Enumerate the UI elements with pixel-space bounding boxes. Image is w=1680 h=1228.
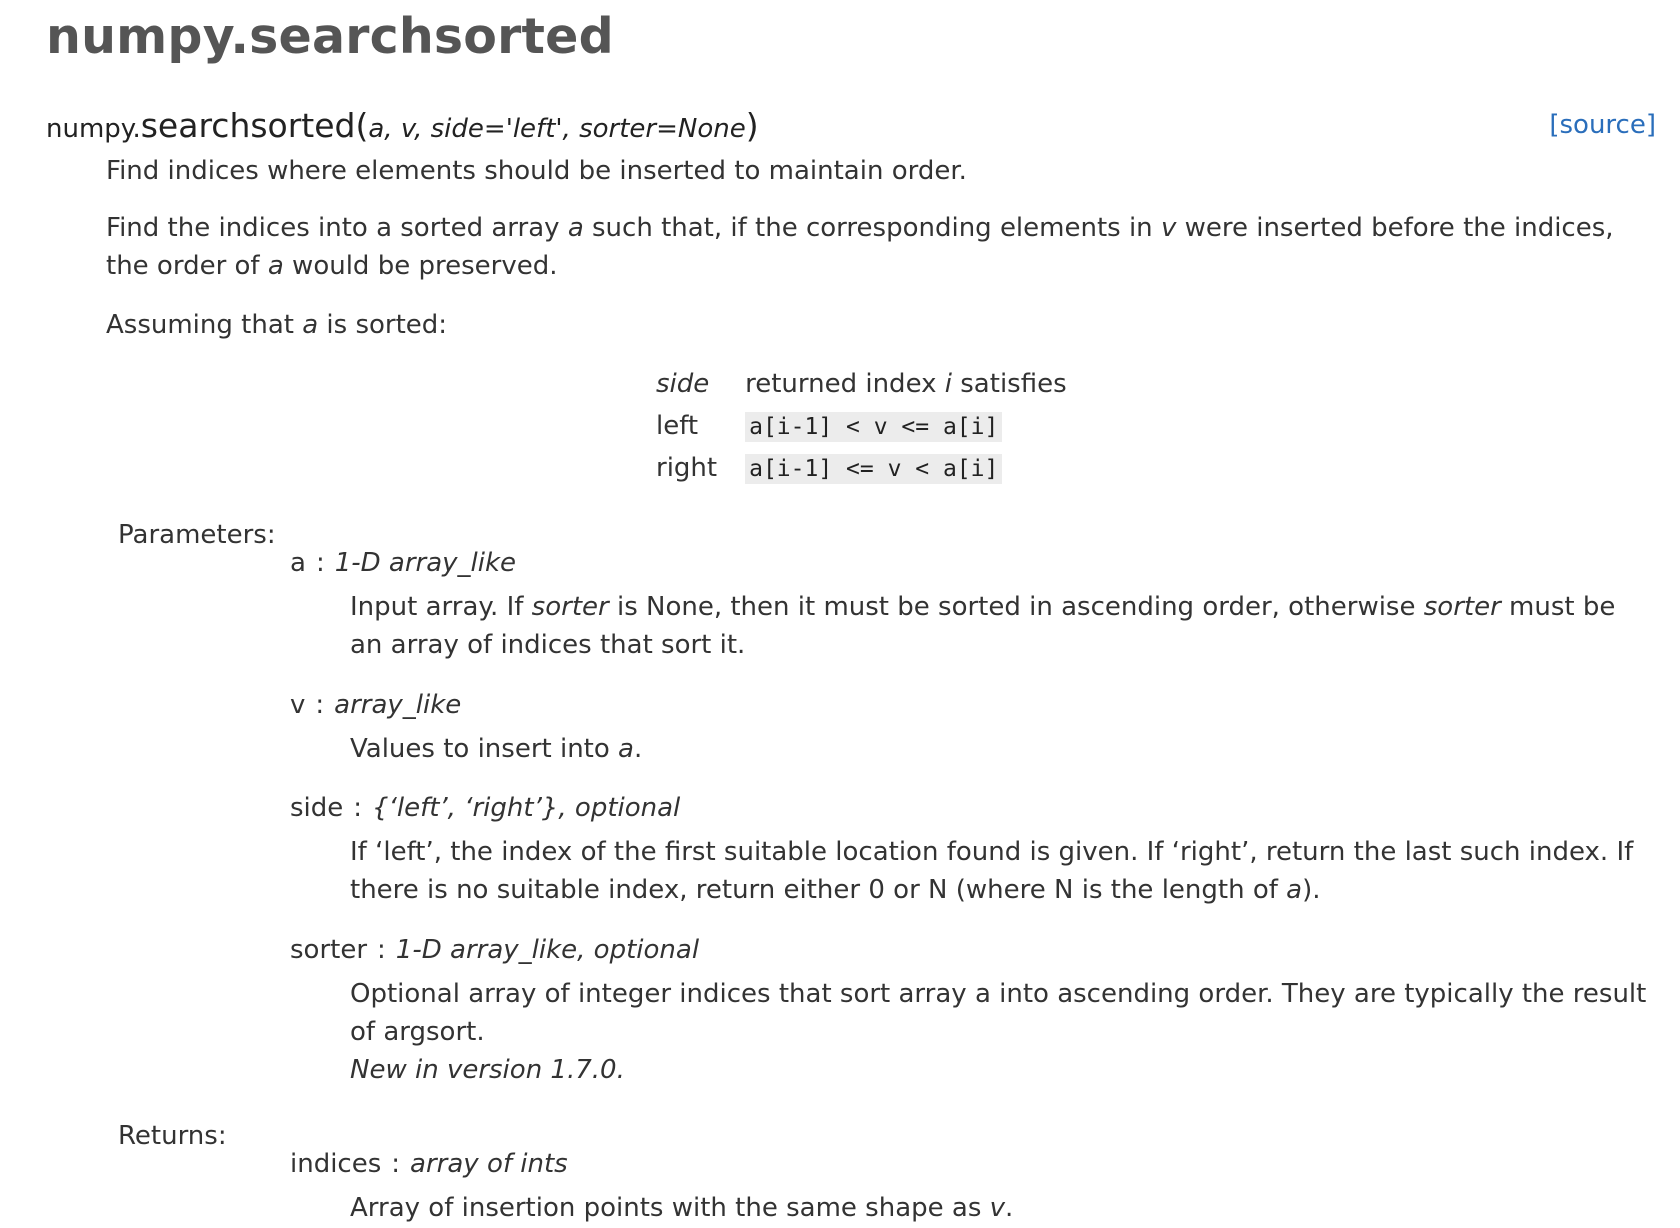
param-description <box>350 730 1650 768</box>
condition-code: a[i-1] <= v < a[i] <box>745 454 1002 484</box>
returned-header-text: satisfies <box>952 369 1067 399</box>
returned-header <box>745 363 1095 405</box>
parameters-label: Parameters: <box>118 520 276 550</box>
param-type: 1-D array_like <box>334 548 517 578</box>
param-header <box>290 544 1650 582</box>
desc-text: Input array. If <box>350 592 532 622</box>
var-v: v <box>989 1193 1006 1223</box>
signature-args: a, v, side='left', sorter=None <box>368 114 746 144</box>
param-description <box>350 833 1650 909</box>
var-a: a <box>267 251 284 281</box>
return-indices <box>290 1145 1650 1227</box>
table-row <box>656 447 1095 489</box>
param-type: array_like <box>334 690 462 720</box>
condition-code: a[i-1] < v <= a[i] <box>745 412 1002 442</box>
side-value: right <box>656 453 718 483</box>
source-link[interactable]: [source] <box>1549 110 1656 140</box>
param-separator: : <box>353 793 363 823</box>
param-description <box>350 588 1650 664</box>
function-signature <box>46 106 1656 145</box>
var-sorter: sorter <box>531 592 609 622</box>
condition-cell <box>745 447 1095 489</box>
extended-text: would be preserved. <box>283 251 558 281</box>
page-title: numpy.searchsorted <box>46 8 614 65</box>
desc-text: ). <box>1302 875 1321 905</box>
var-a: a <box>302 310 319 340</box>
assuming-part: is sorted: <box>318 310 448 340</box>
extended-text: were inserted before the indices, the order of <box>106 213 1614 281</box>
param-type: {‘left’, ‘right’}, optional <box>372 793 681 823</box>
desc-text: Values to insert into <box>350 734 619 764</box>
returned-header-text: returned index <box>745 369 945 399</box>
param-header <box>290 931 1650 969</box>
extended-description <box>106 209 1646 285</box>
desc-text: is None, then it must be sorted in ascending order, otherwise <box>608 592 1424 622</box>
var-v: v <box>1160 213 1177 243</box>
param-separator: : <box>377 935 386 965</box>
return-description <box>350 1189 1650 1227</box>
side-table-header <box>656 363 1095 405</box>
desc-text: . <box>633 734 643 764</box>
var-a: a <box>567 213 584 243</box>
extended-text: such that, if the corresponding elements in <box>583 213 1161 243</box>
table-row <box>656 405 1095 447</box>
param-separator: : <box>315 548 325 578</box>
param-name: sorter <box>290 935 368 965</box>
param-sorter <box>290 931 1650 1089</box>
var-a: a <box>1286 875 1303 905</box>
signature-open-paren: ( <box>355 106 369 145</box>
signature-module: numpy. <box>46 114 141 144</box>
param-type: 1-D array_like, optional <box>395 935 700 965</box>
version-added: New in version 1.7.0. <box>350 1055 625 1085</box>
assuming-part: Assuming that <box>106 310 303 340</box>
return-name: indices <box>290 1149 382 1179</box>
param-v <box>290 686 1650 768</box>
signature-name: searchsorted <box>140 106 356 145</box>
desc-text: must be an array of indices that sort it. <box>350 592 1616 660</box>
param-side <box>290 789 1650 909</box>
param-name: side <box>290 793 344 823</box>
desc-text: . <box>1005 1193 1014 1223</box>
extended-text: Find the indices into a sorted array <box>106 213 568 243</box>
side-header: side <box>656 369 710 399</box>
param-header <box>290 686 1650 724</box>
var-sorter: sorter <box>1423 592 1501 622</box>
param-a <box>290 544 1650 664</box>
side-value: left <box>656 411 699 441</box>
param-header <box>290 789 1650 827</box>
desc-text: Array of insertion points with the same shape as <box>350 1193 990 1223</box>
desc-text: Optional array of integer indices that sort array a into ascending order. They are typically the result of argsort. <box>350 979 1647 1047</box>
desc-text: If ‘left’, the index of the first suitable location found is given. If ‘right’, return the last such index. If there is no suitable index, return either 0 or N (where N is the length of <box>350 837 1634 905</box>
returns-label: Returns: <box>118 1121 227 1151</box>
return-type: array of ints <box>410 1149 568 1179</box>
param-name: v <box>290 690 306 720</box>
param-separator: : <box>315 690 325 720</box>
signature-close-paren: ) <box>745 106 759 145</box>
param-description <box>350 975 1650 1089</box>
return-separator: : <box>391 1149 401 1179</box>
summary-text: Find indices where elements should be inserted to maintain order. <box>106 156 967 186</box>
var-i: i <box>944 369 952 399</box>
return-header <box>290 1145 1650 1183</box>
assuming-text <box>106 306 1646 344</box>
param-name: a <box>290 548 306 578</box>
condition-cell <box>745 405 1095 447</box>
side-table <box>656 363 1095 489</box>
var-a: a <box>618 734 634 764</box>
